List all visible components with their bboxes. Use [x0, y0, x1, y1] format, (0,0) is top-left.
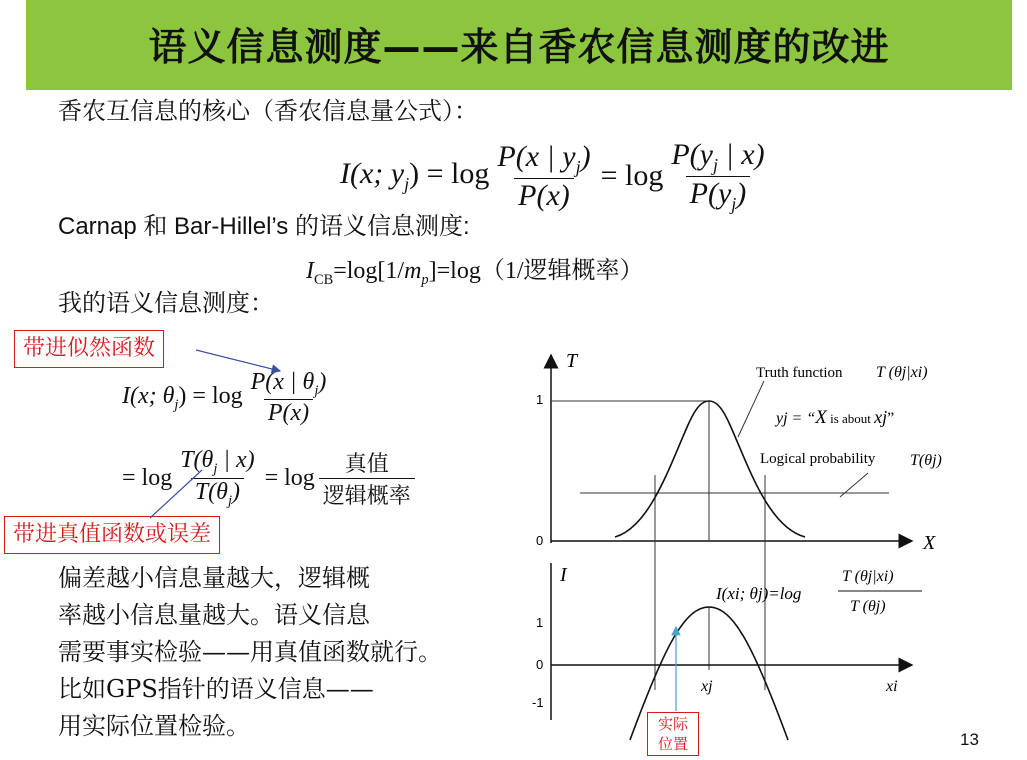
logical-probability-label: Logical probability [760, 451, 876, 467]
top-x-label: X [923, 532, 936, 554]
tick-0-bottom: 0 [536, 657, 544, 672]
tick-1-top: 1 [536, 392, 544, 407]
paragraph-line: 偏差越小信息量越大，逻辑概 [58, 564, 370, 592]
slide-title: 语义信息测度——来自香农信息测度的改进 [148, 25, 890, 69]
mine-line: 我的语义信息测度： [58, 289, 274, 317]
paragraph-line: 比如GPS指针的语义信息—— [58, 675, 374, 703]
f1-frac2: $\frac{P(y_j | x)}{P(y_j)}$ [671, 137, 765, 214]
xi-label: xi [886, 678, 898, 695]
explanation-paragraph [58, 560, 442, 745]
logical-probability-symbol: T(θj) [910, 452, 942, 469]
truth-arrow [150, 470, 202, 518]
yj-definition: yj = “X is about xj” [776, 407, 895, 428]
paragraph-line: 率越小信息量越大。语义信息 [58, 601, 370, 629]
paragraph-line: 需要事实检验——用真值函数就行。 [58, 638, 442, 666]
paragraph-line: 用实际位置检验。 [58, 712, 250, 740]
truth-function-symbol: T (θj|xi) [876, 364, 928, 381]
intro-line: 香农互信息的核心（香农信息量公式）： [58, 97, 478, 125]
tick-m1-bottom: -1 [532, 695, 544, 710]
carnap-line: Carnap 和 Bar-Hillel’s 的语义信息测度: [58, 213, 470, 240]
truth-formula: = log $\frac{T(\theta_j | x)}{T(\theta_j)}$ = log $\frac{\text{真值}}{\text{逻辑概率}}$ [122, 440, 415, 516]
f1-frac1: $\frac{P(x | y_j)}{P(x)}$ [497, 139, 591, 212]
icb-formula: $I_{CB}=\log[1/m_p]=\log(1/$逻辑概率） [306, 258, 644, 288]
truth-function-figure [520, 345, 980, 760]
tick-0-top: 0 [536, 533, 544, 548]
bottom-formula-lhs: I(xi; θj)=log [716, 584, 802, 603]
truth-callout-line [738, 381, 764, 437]
bottom-formula-den: T (θj) [850, 598, 886, 615]
bottom-axis-label: I [560, 564, 567, 586]
likelihood-label-box: 带进似然函数 [14, 330, 164, 368]
page-number: 13 [960, 730, 979, 749]
top-axis-label: T [566, 350, 578, 372]
f1-lhs: I(x; $y_j) = \log$ [340, 157, 490, 194]
xj-label: xj [701, 678, 713, 695]
tick-1-bottom: 1 [536, 615, 544, 630]
semantic-formula: I(x; $\theta_j) = \log$ $\frac{P(x | \theta_j)}{P(x)}$ [122, 368, 327, 427]
truth-label-box: 带进真值函数或误差 [4, 516, 220, 554]
bottom-formula-num: T (θj|xi) [842, 568, 894, 585]
likelihood-arrow [196, 350, 280, 371]
truth-function-label: Truth function [756, 365, 843, 381]
actual-position-box: 实际 位置 [647, 712, 699, 756]
f1-mid: = log [600, 159, 664, 192]
